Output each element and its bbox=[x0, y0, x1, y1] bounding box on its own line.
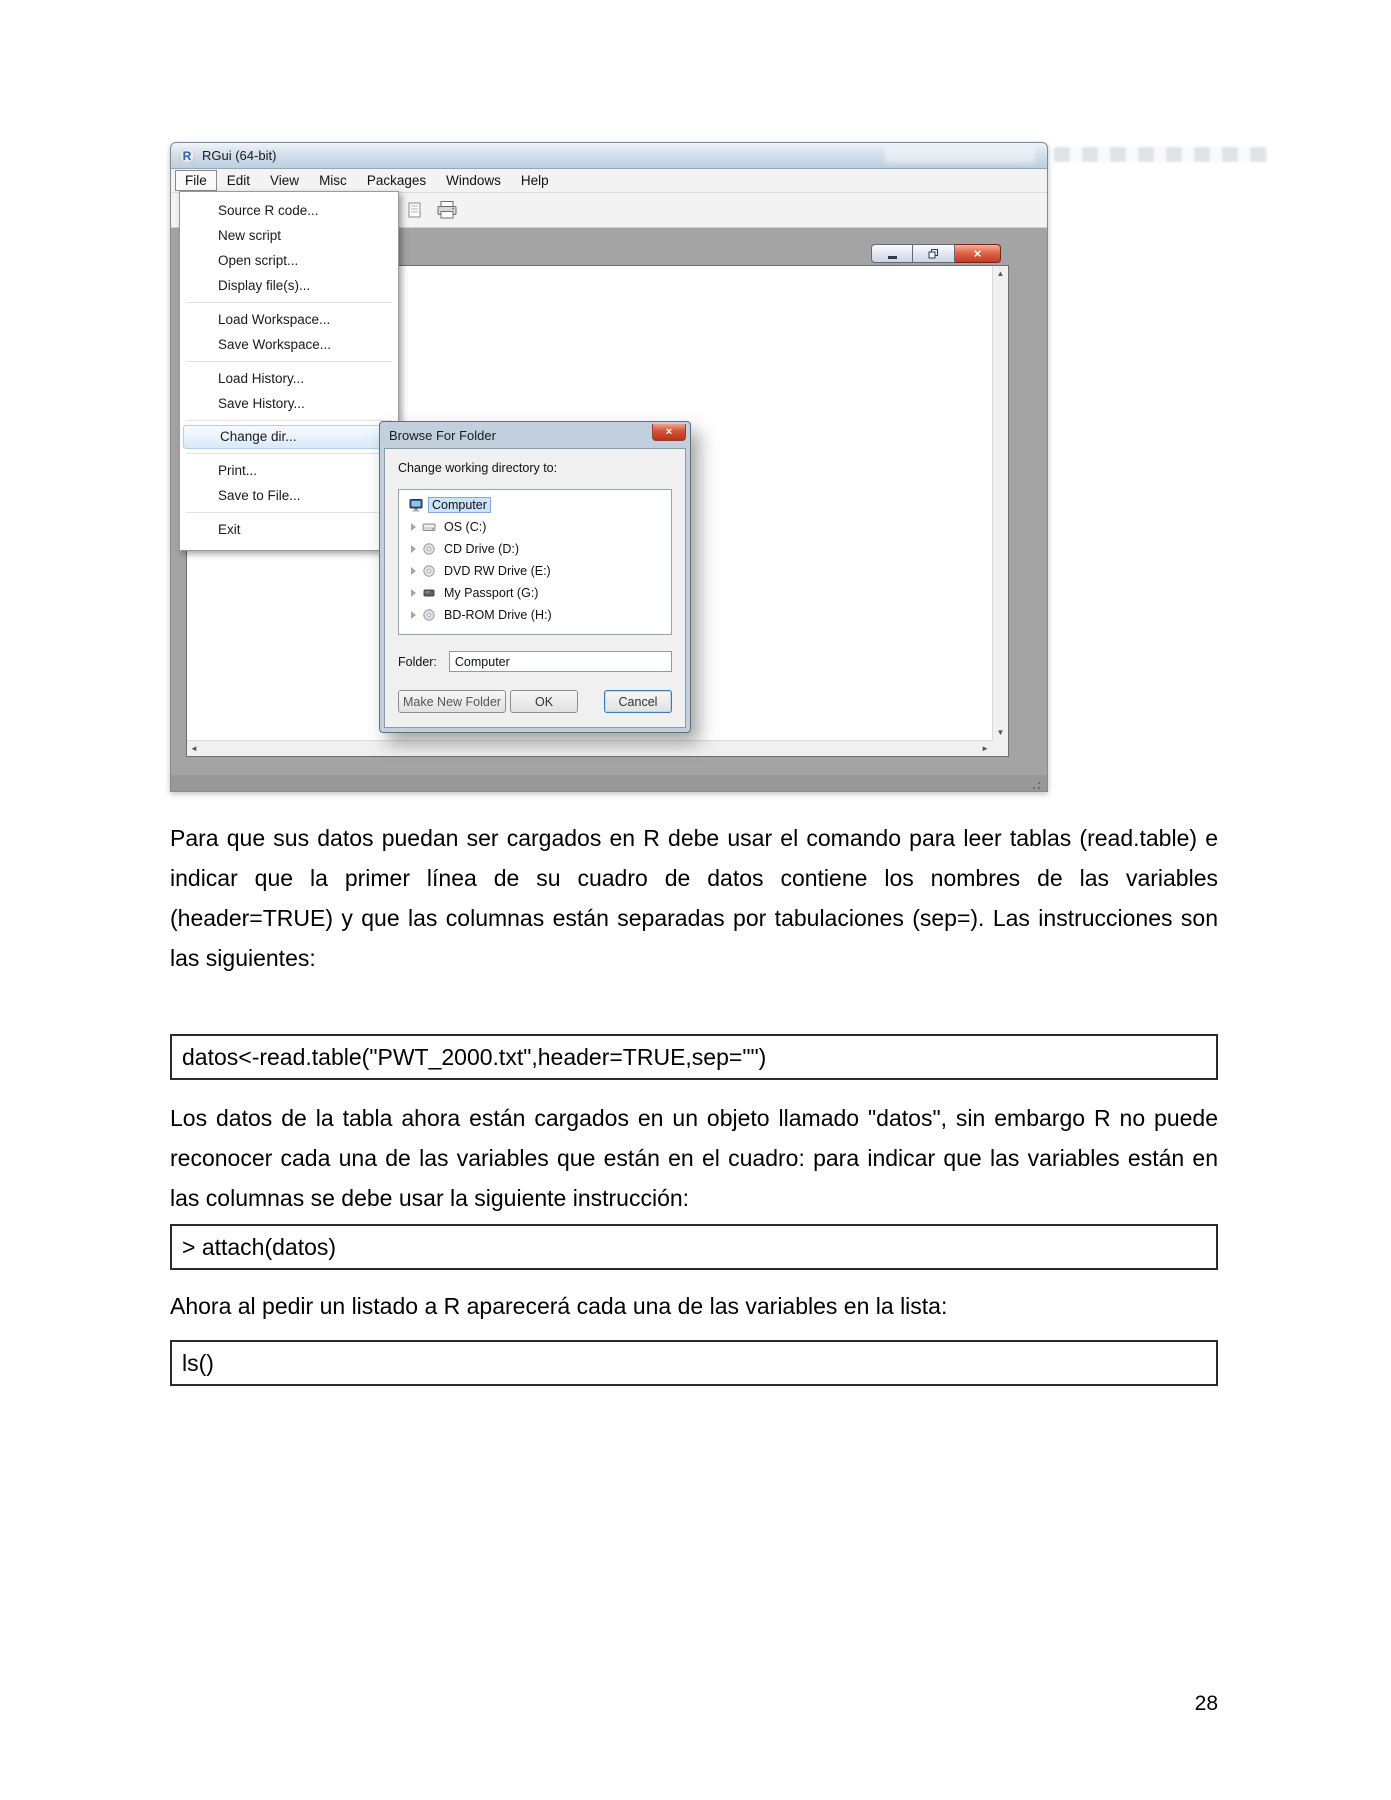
browse-for-folder-dialog bbox=[379, 421, 691, 733]
menu-separator bbox=[186, 302, 392, 303]
tree-item-label: OS (C:) bbox=[444, 520, 487, 534]
dialog-title: Browse For Folder bbox=[389, 427, 496, 443]
r-logo-icon: R bbox=[179, 148, 195, 164]
resize-grip[interactable] bbox=[1038, 782, 1040, 784]
close-icon: × bbox=[973, 246, 982, 261]
external-drive-icon bbox=[421, 587, 437, 599]
rgui-menubar bbox=[171, 169, 1047, 193]
titlebar-smudge bbox=[885, 148, 1035, 163]
tree-item-os-c[interactable] bbox=[401, 516, 669, 538]
vertical-scrollbar[interactable] bbox=[992, 266, 1008, 740]
menu-item-save-to-file[interactable]: Save to File... bbox=[218, 488, 301, 503]
disc-icon bbox=[421, 543, 437, 555]
code-box-ls: ls() bbox=[170, 1340, 1218, 1386]
paragraph-ls: Ahora al pedir un listado a R aparecerá cada una de las variables en la lista: bbox=[170, 1293, 948, 1319]
dialog-body bbox=[384, 448, 686, 728]
code-box-read-table: datos<-read.table("PWT_2000.txt",header=TRUE,sep="") bbox=[170, 1034, 1218, 1080]
hard-drive-icon bbox=[421, 521, 437, 533]
computer-icon bbox=[408, 499, 424, 512]
menu-item-display-files[interactable]: Display file(s)... bbox=[218, 278, 311, 293]
menu-misc[interactable]: Misc bbox=[319, 173, 347, 188]
disc-icon bbox=[421, 609, 437, 621]
rgui-screenshot bbox=[170, 142, 1048, 792]
scroll-left-icon[interactable]: ◄ bbox=[190, 744, 198, 753]
paragraph-attach: Los datos de la tabla ahora están cargados en un objeto llamado "datos", sin embargo R no puede reconocer cada una de las variables que están en el cuadro: para indicar que las variables están en las columnas se debe usar la siguiente instrucción: bbox=[170, 1105, 1218, 1211]
menu-item-new-script[interactable]: New script bbox=[218, 228, 282, 243]
restore-button[interactable] bbox=[913, 244, 955, 263]
document-body bbox=[170, 818, 1218, 1386]
scroll-down-icon[interactable]: ▼ bbox=[996, 728, 1005, 737]
tree-item-bd-rom-drive[interactable] bbox=[401, 604, 669, 626]
menu-view[interactable]: View bbox=[270, 173, 300, 188]
menu-item-exit[interactable]: Exit bbox=[218, 522, 241, 537]
close-button[interactable] bbox=[955, 244, 1001, 263]
menu-separator bbox=[186, 361, 392, 362]
expand-arrow-icon[interactable] bbox=[411, 589, 416, 597]
menu-item-print[interactable]: Print... bbox=[218, 463, 258, 478]
folder-label: Folder: bbox=[398, 654, 437, 669]
tree-item-label: DVD RW Drive (E:) bbox=[444, 564, 551, 578]
menu-separator bbox=[186, 453, 392, 454]
tree-item-label: Computer bbox=[428, 497, 491, 513]
dialog-close-button[interactable]: × bbox=[652, 424, 686, 441]
menu-item-load-history[interactable]: Load History... bbox=[218, 371, 305, 386]
minimize-icon bbox=[888, 256, 897, 259]
scroll-right-icon[interactable]: ► bbox=[981, 744, 989, 753]
folder-tree bbox=[398, 489, 672, 635]
make-new-folder-button[interactable]: Make New Folder bbox=[398, 690, 506, 713]
window-bottom-frame bbox=[171, 775, 1047, 791]
menu-item-load-workspace[interactable]: Load Workspace... bbox=[218, 312, 331, 327]
scrollbar-corner bbox=[992, 740, 1008, 756]
menu-separator bbox=[186, 420, 392, 421]
dialog-buttons bbox=[398, 690, 672, 713]
minimize-button[interactable] bbox=[871, 244, 913, 263]
window-title: RGui (64-bit) bbox=[202, 148, 277, 163]
redaction-artifact bbox=[1054, 147, 1268, 162]
folder-row bbox=[398, 651, 672, 672]
menu-item-source-r-code[interactable]: Source R code... bbox=[218, 203, 319, 218]
tree-item-my-passport[interactable] bbox=[401, 582, 669, 604]
console-window-controls bbox=[871, 244, 1001, 263]
menu-item-save-history[interactable]: Save History... bbox=[218, 396, 305, 411]
menu-windows[interactable]: Windows bbox=[446, 173, 501, 188]
folder-input[interactable] bbox=[449, 651, 672, 672]
horizontal-scrollbar[interactable] bbox=[187, 740, 992, 756]
expand-arrow-icon[interactable] bbox=[411, 567, 416, 575]
expand-arrow-icon[interactable] bbox=[411, 523, 416, 531]
menu-help[interactable]: Help bbox=[520, 173, 549, 188]
menu-packages[interactable]: Packages bbox=[366, 173, 427, 188]
rgui-window bbox=[170, 142, 1048, 792]
menu-item-change-dir[interactable]: Change dir... bbox=[183, 425, 395, 449]
tree-item-label: CD Drive (D:) bbox=[444, 542, 519, 556]
rgui-titlebar bbox=[171, 143, 1047, 169]
expand-arrow-icon[interactable] bbox=[411, 545, 416, 553]
paragraph-read-table: Para que sus datos puedan ser cargados en R debe usar el comando para leer tablas (read.table) e indicar que la primer línea de su cuadro de datos contiene los nombres de las variables (header=TRUE) y que las columnas están separadas por tabulaciones (sep=). Las instrucciones son las siguientes: bbox=[170, 825, 1218, 971]
ok-button[interactable]: OK bbox=[510, 690, 578, 713]
tree-item-label: BD-ROM Drive (H:) bbox=[444, 608, 552, 622]
menu-edit[interactable]: Edit bbox=[226, 173, 251, 188]
scroll-up-icon[interactable]: ▲ bbox=[996, 269, 1005, 278]
dialog-prompt: Change working directory to: bbox=[398, 461, 558, 475]
tree-item-dvd-drive[interactable] bbox=[401, 560, 669, 582]
tree-item-label: My Passport (G:) bbox=[444, 586, 539, 600]
menu-file[interactable]: File bbox=[175, 170, 217, 191]
file-menu-popup bbox=[179, 191, 399, 551]
disc-icon bbox=[421, 565, 437, 577]
tree-item-cd-drive[interactable] bbox=[401, 538, 669, 560]
tree-item-computer[interactable] bbox=[401, 494, 669, 516]
restore-icon bbox=[928, 249, 939, 259]
print-icon[interactable] bbox=[435, 198, 459, 222]
page-number: 28 bbox=[1194, 1692, 1218, 1715]
expand-arrow-icon[interactable] bbox=[411, 611, 416, 619]
dialog-titlebar bbox=[380, 422, 690, 448]
menu-item-save-workspace[interactable]: Save Workspace... bbox=[218, 337, 332, 352]
code-box-attach: > attach(datos) bbox=[170, 1224, 1218, 1270]
cancel-button[interactable]: Cancel bbox=[604, 690, 672, 713]
toolbar-icon[interactable] bbox=[403, 198, 427, 222]
menu-item-open-script[interactable]: Open script... bbox=[218, 253, 299, 268]
menu-separator bbox=[186, 512, 392, 513]
